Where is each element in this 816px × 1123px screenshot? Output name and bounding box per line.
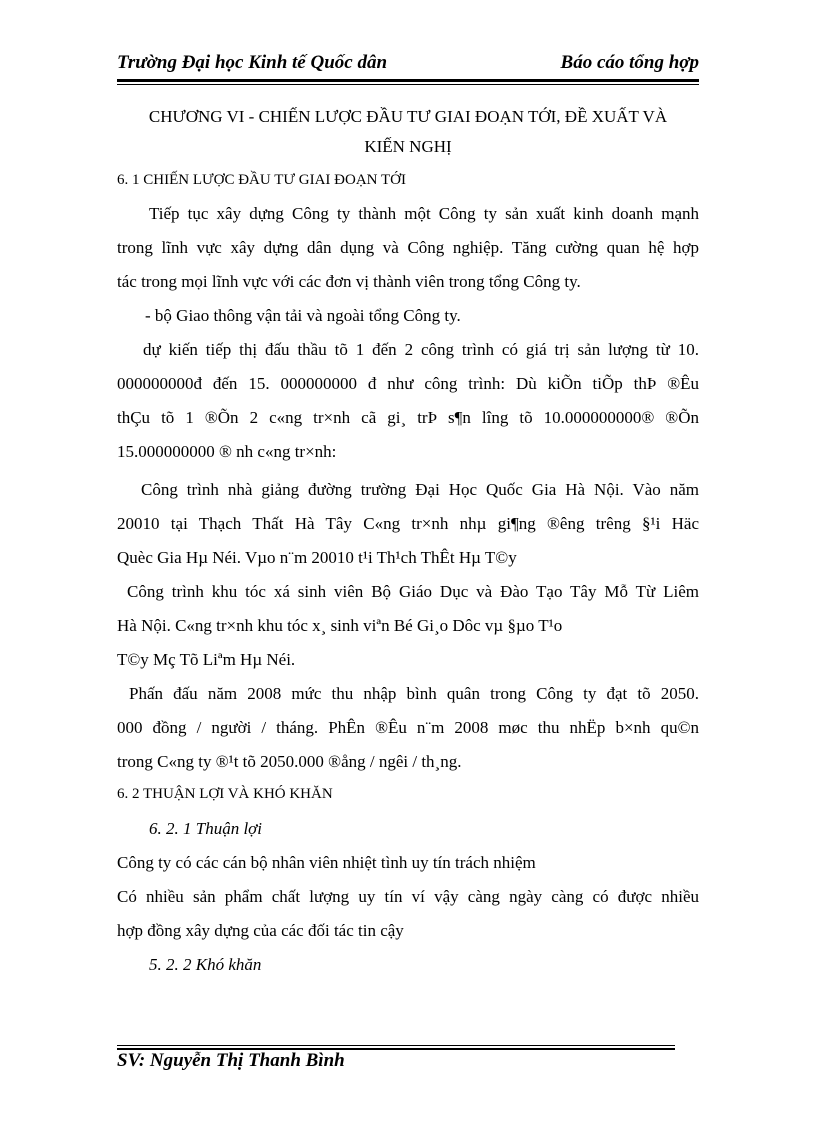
paragraph-line: trong C«ng ty ®¹t tõ 2050.000 ®ång / ngêi / th¸ng. [117,752,462,771]
paragraph-line: Tiếp tục xây dựng Công ty thành một Công ty sản xuất kinh doanh mạnh [149,204,699,223]
section-heading-6-1: 6. 1 CHIẾN LƯỢC ĐẦU TƯ GIAI ĐOẠN TỚI [117,172,406,188]
subsection-heading-6-2-1: 6. 2. 1 Thuận lợi [149,819,262,838]
footer-rule-thin [117,1045,675,1046]
paragraph-line: 000000000đ đến 15. 000000000 đ như công trình: Dù kiÕn tiÕp thÞ ®Êu [117,374,699,393]
paragraph-line: Quèc Gia Hµ Néi. Vµo n¨m 20010 t¹i Th¹ch ThÊt Hµ T©y [117,548,517,567]
chapter-title-line-1: CHƯƠNG VI - CHIẾN LƯỢC ĐẦU TƯ GIAI ĐOẠN TỚI, ĐỀ XUẤT VÀ [148,107,668,126]
page-header [117,52,699,78]
subsection-heading-5-2-2: 5. 2. 2 Khó khăn [149,955,262,974]
paragraph-line: Công ty có các cán bộ nhân viên nhiệt tình uy tín trách nhiệm [117,853,536,872]
chapter-title-line-2: KIẾN NGHỊ [364,137,452,156]
paragraph-line: 000 đồng / người / tháng. PhÊn ®Êu n¨m 2008 møc thu nhËp b×nh qu©n [117,718,699,737]
paragraph-line: tác trong mọi lĩnh vực với các đơn vị thành viên trong tổng Công ty. [117,272,581,291]
section-heading-6-2: 6. 2 THUẬN LỢI VÀ KHÓ KHĂN [117,786,333,802]
paragraph-line: hợp đồng xây dựng của các đối tác tin cậy [117,921,404,940]
paragraph-line: thÇu tõ 1 ®Õn 2 c«ng tr×nh cã gi¸ trÞ s¶n lîng tõ 10.000000000® ®Õn [117,408,699,427]
paragraph-line: 15.000000000 ® nh c«ng tr×nh: [117,442,337,461]
paragraph-line: dự kiến tiếp thị đấu thầu tõ 1 đến 2 công trình có giá trị sản lượng từ 10. [143,340,699,359]
paragraph-line: Hà Nội. C«ng tr×nh khu tóc x¸ sinh viªn Bé Gi¸o Dôc vµ §µo T¹o [117,616,563,635]
paragraph-line: Công trình nhà giảng đường trường Đại Học Quốc Gia Hà Nội. Vào năm [141,480,699,499]
paragraph-line: Phấn đấu năm 2008 mức thu nhập bình quân trong Công ty đạt tõ 2050. [129,684,699,703]
header-rule-thick [117,79,699,82]
paragraph-line: trong lĩnh vực xây dựng dân dụng và Công nghiệp. Tăng cường quan hệ hợp [117,238,699,257]
paragraph-line: - bộ Giao thông vận tải và ngoài tổng Công ty. [145,306,461,325]
paragraph-line: T©y Mç Tõ Liªm Hµ Néi. [117,650,296,669]
header-university: Trường Đại học Kinh tế Quốc dân [117,52,388,73]
footer-student-name: SV: Nguyễn Thị Thanh Bình [117,1050,345,1071]
chapter-title [117,102,699,162]
paragraph-line: Có nhiều sản phẩm chất lượng uy tín ví vậy càng ngày càng có được nhiều [117,887,699,906]
paragraph-line: Công trình khu tóc xá sinh viên Bộ Giáo Dục và Đào Tạo Tây Mỗ Từ Liêm [127,582,699,601]
header-report-type: Báo cáo tổng hợp [560,52,699,73]
header-rule-thin [117,84,699,85]
paragraph-line: 20010 tại Thạch Thất Hà Tây C«ng tr×nh nhµ gi¶ng ®êng trêng §¹i Häc [117,514,699,533]
